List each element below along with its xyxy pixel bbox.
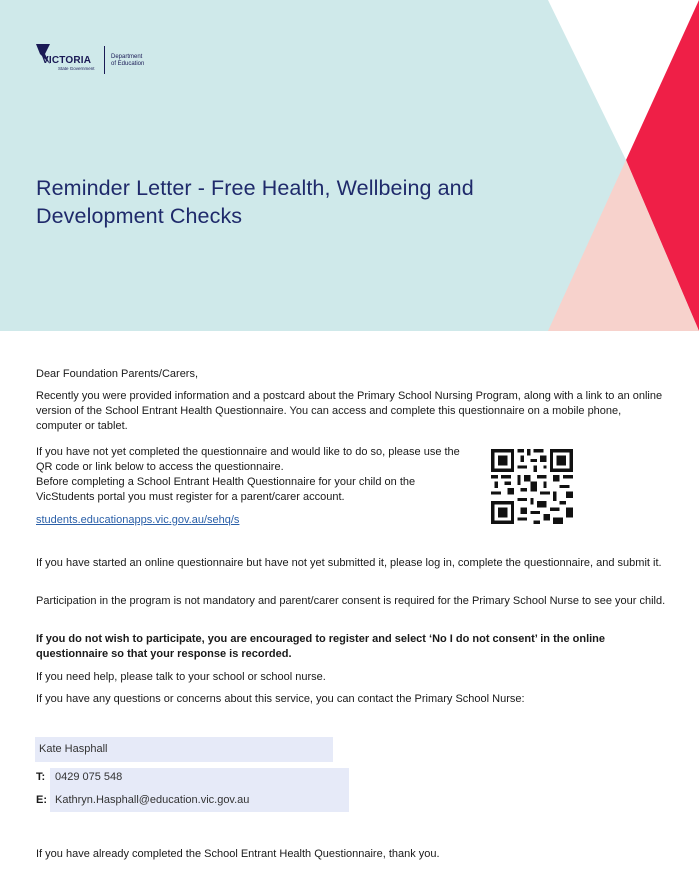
paragraph-register: Before completing a School Entrant Health Questionnaire for your child on the VicStudents portal you must register for a parent/carer account. <box>36 476 416 503</box>
paragraph-intro: Recently you were provided information and a postcard about the Primary School Nursing Program, along with a link to an online version of the School Entrant Health Questionnaire. You can access and complete this questionnaire on a mobile phone, computer or tablet. <box>36 390 663 432</box>
greeting: Dear Foundation Parents/Carers, <box>36 368 199 380</box>
logo-department: Department of Education <box>111 54 145 67</box>
closing-line: If you have already completed the School Entrant Health Questionnaire, thank you. <box>36 848 440 860</box>
paragraph-started: If you have started an online questionnaire but have not yet submitted it, please log in, complete the questionnaire, and submit it. <box>36 557 662 569</box>
email-label: E: <box>36 794 47 806</box>
paragraph-participation: Participation in the program is not mandatory and parent/carer consent is required for the Primary School Nurse to see your child. <box>36 595 666 607</box>
qr-code-icon[interactable] <box>491 449 573 524</box>
paragraph-consent: If you do not wish to participate, you are encouraged to register and select ‘No I do not consent’ in the online questionnaire so that your response is recorded. <box>36 633 606 660</box>
contact-email[interactable]: Kathryn.Hasphall@education.vic.gov.au <box>55 794 250 806</box>
questionnaire-link[interactable]: students.educationapps.vic.gov.au/sehq/s <box>36 514 240 526</box>
paragraph-qr: If you have not yet completed the questionnaire and would like to do so, please use the QR code or link below to access the questionnaire. <box>36 446 460 473</box>
paragraph-contact: If you have any questions or concerns about this service, you can contact the Primary School Nurse: <box>36 693 525 705</box>
page-title: Reminder Letter - Free Health, Wellbeing and Development Checks <box>36 176 474 228</box>
contact-name: Kate Hasphall <box>39 743 108 755</box>
paragraph-help: If you need help, please talk to your school or school nurse. <box>36 671 326 683</box>
victoria-logo-mark <box>36 44 100 78</box>
victoria-logo <box>36 44 144 80</box>
logo-word: VICTORIA <box>42 55 92 66</box>
header-banner <box>0 0 699 331</box>
contact-phone[interactable]: 0429 075 548 <box>55 771 123 783</box>
logo-sub: State Government <box>58 66 95 71</box>
logo-divider <box>104 46 105 74</box>
phone-label: T: <box>36 771 46 783</box>
